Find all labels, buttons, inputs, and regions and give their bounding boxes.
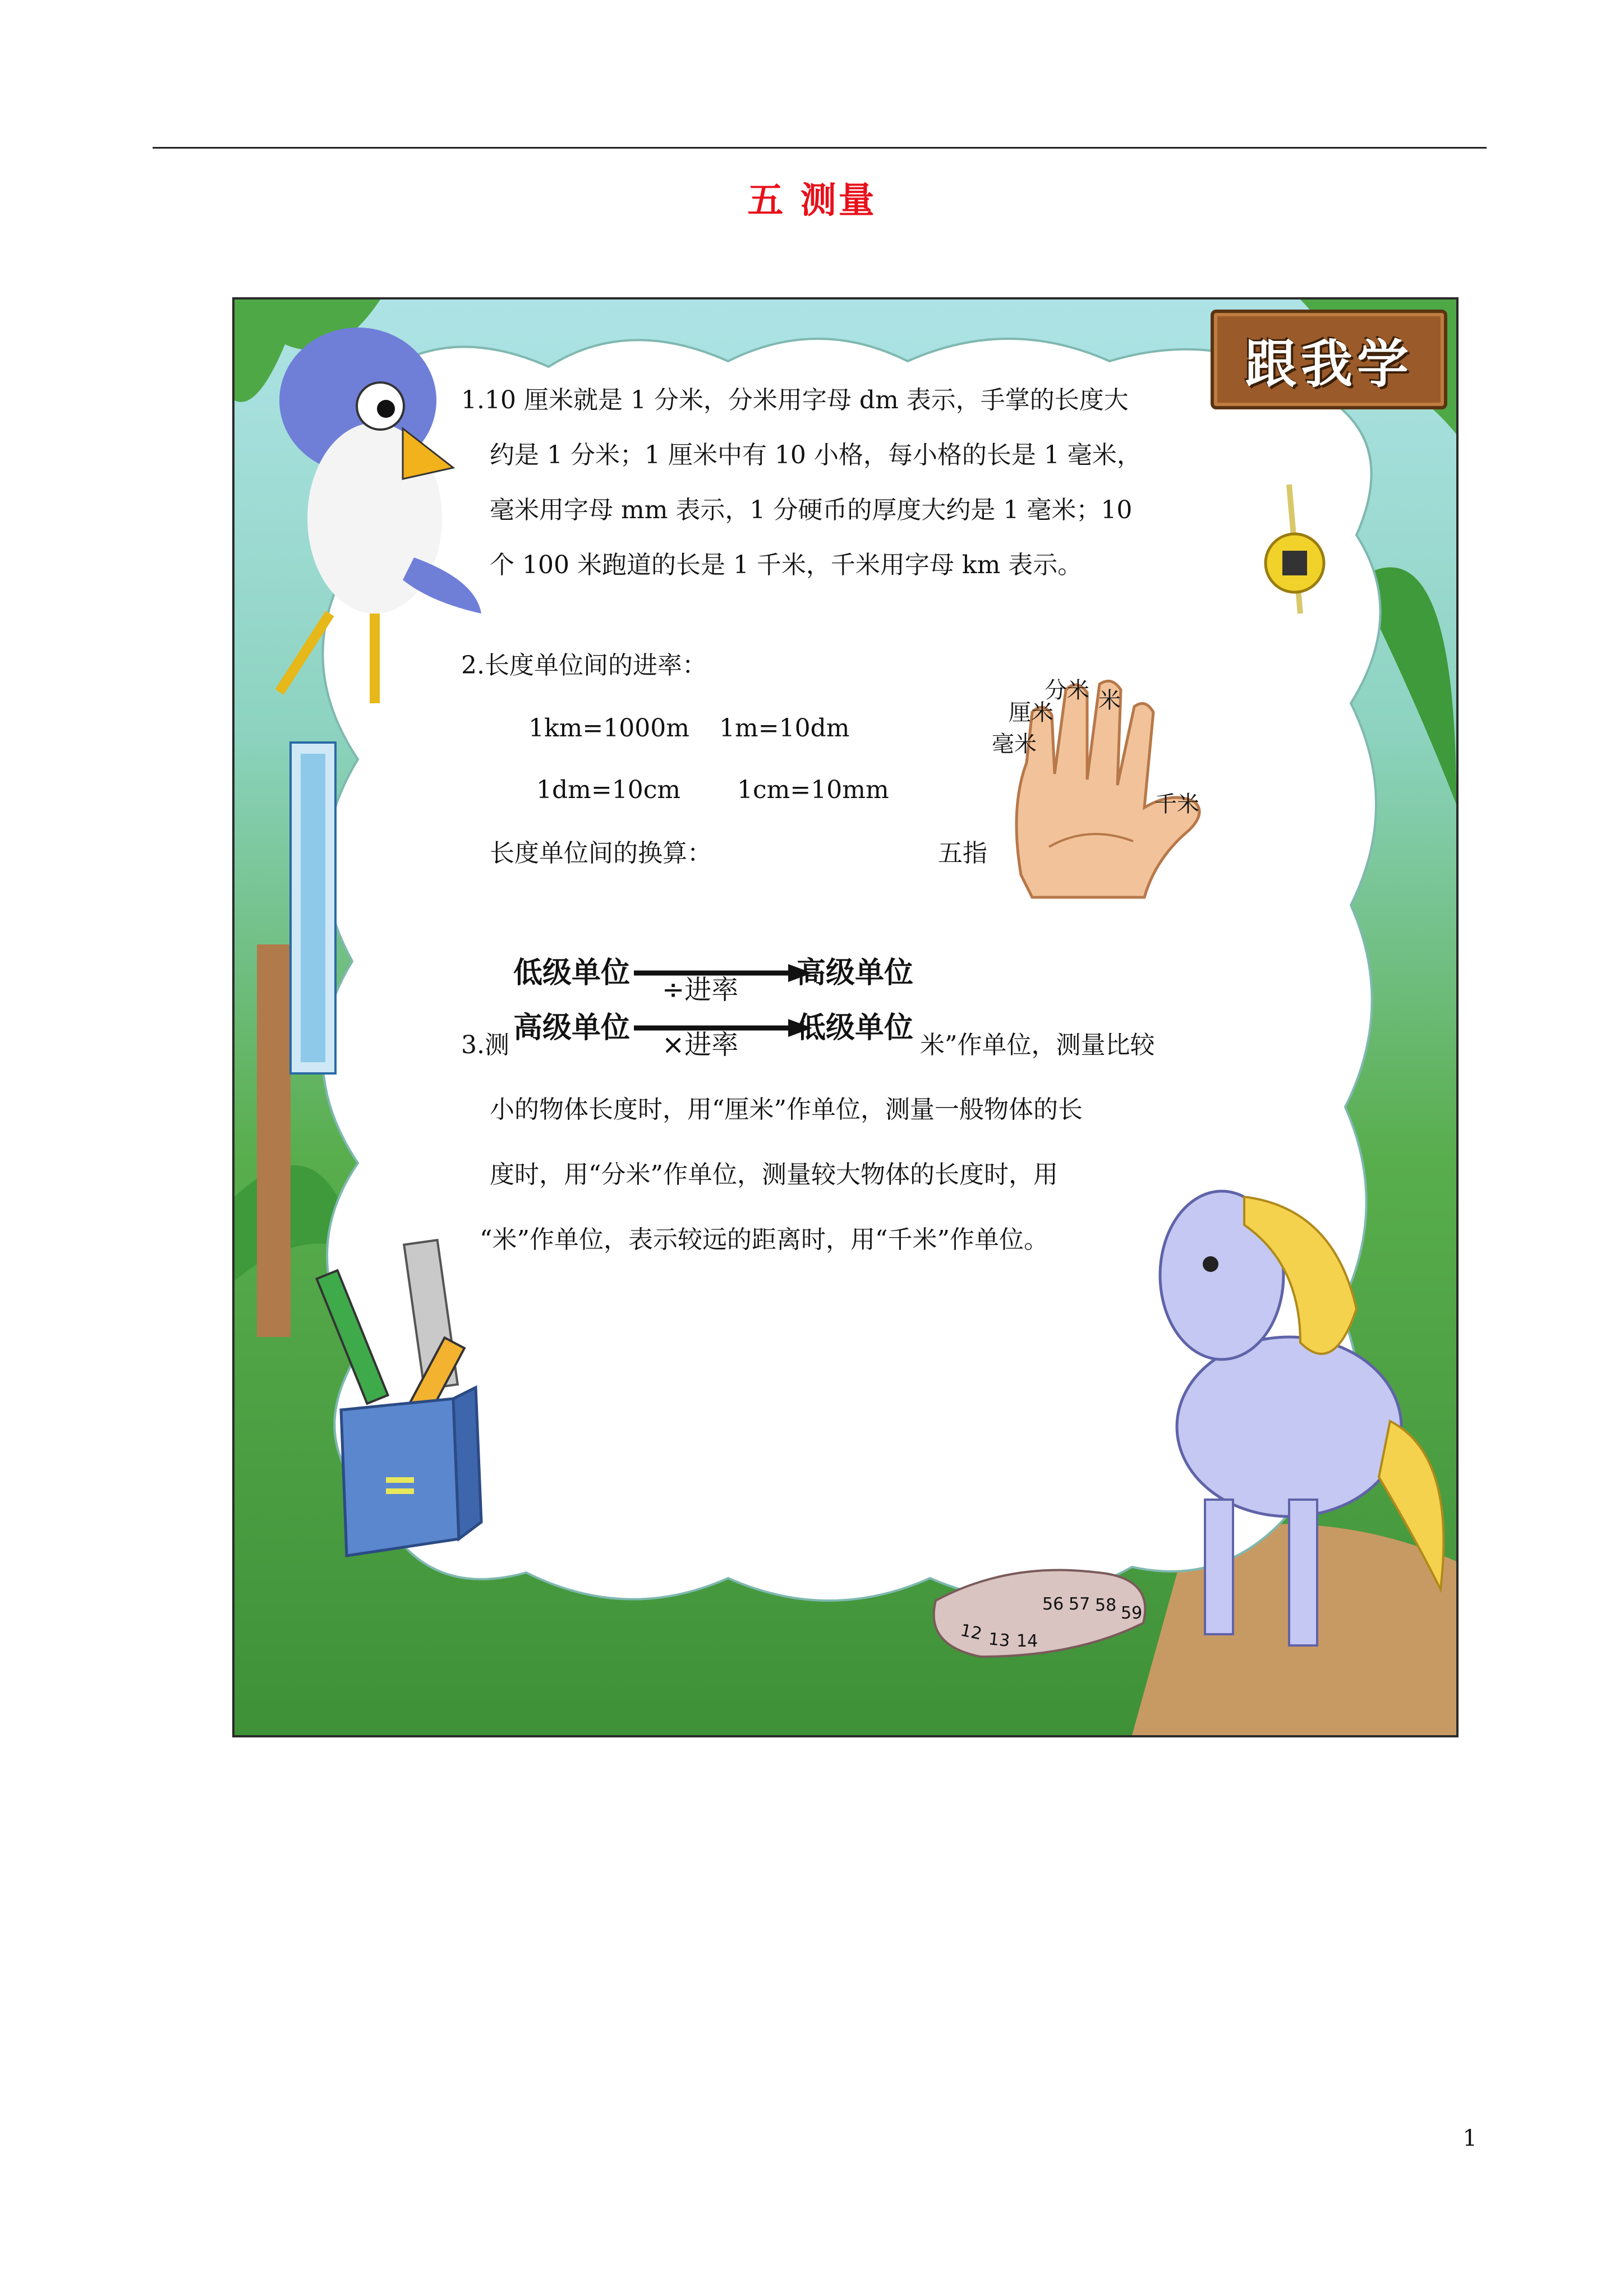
diagram-row1-op: ÷进率 [662, 974, 739, 1006]
diagram-row2-left: 高级单位 [513, 1011, 631, 1045]
tape-number-14: 14 [1016, 1631, 1038, 1651]
sign-text: 跟我学 [1244, 334, 1413, 394]
rate-cm-mm: 1cm=10mm [737, 776, 889, 804]
section2-heading: 2.长度单位间的进率： [461, 651, 707, 680]
diagram-row2-op: ×进率 [662, 1029, 739, 1061]
hand-caption: 五指 [938, 839, 987, 868]
section1-line-1: 1.10 厘米就是 1 分米，分米用字母 dm 表示，手掌的长度大 [461, 386, 1129, 414]
tape-number-58: 58 [1095, 1596, 1117, 1615]
diagram-row1-right: 高级单位 [797, 956, 914, 990]
tape-number-56: 56 [1042, 1594, 1064, 1614]
section3-line-1-start: 3.测 [461, 1031, 509, 1059]
rate-dm-cm: 1dm=10cm [536, 776, 681, 804]
diagram-row2-right: 低级单位 [797, 1011, 914, 1045]
section1-line-2: 约是 1 分米；1 厘米中有 10 小格，每小格的长是 1 毫米， [490, 441, 1142, 469]
rate-m-dm: 1m=10dm [719, 714, 850, 743]
section3-line-1-end: 米”作单位，测量比较 [920, 1031, 1155, 1059]
hand-label-decimeter: 分米 [1045, 677, 1089, 703]
rate-km-m: 1km=1000m [528, 714, 689, 743]
hand-label-kilometer: 千米 [1154, 791, 1199, 817]
section1-line-3: 毫米用字母 mm 表示，1 分硬币的厚度大约是 1 毫米；10 [490, 496, 1133, 524]
diagram-row1-left: 低级单位 [513, 956, 631, 990]
tape-number-12: 12 [958, 1620, 984, 1644]
hand-label-millimeter: 毫米 [992, 731, 1037, 757]
section3-line-3: 度时，用“分米”作单位，测量较大物体的长度时，用 [490, 1160, 1058, 1189]
section3-line-2: 小的物体长度时，用“厘米”作单位，测量一般物体的长 [490, 1095, 1083, 1124]
tape-number-59: 59 [1121, 1603, 1143, 1623]
hand-label-meter: 米 [1098, 688, 1121, 713]
conversion-heading: 长度单位间的换算： [490, 839, 712, 868]
page-title: 五 测量 [747, 180, 877, 222]
tape-number-13: 13 [987, 1629, 1011, 1651]
section1-line-4: 个 100 米跑道的长是 1 千米，千米用字母 km 表示。 [490, 551, 1083, 579]
section3-line-4: “米”作单位，表示较远的距离时，用“千米”作单位。 [480, 1225, 1048, 1254]
page-number: 1 [1462, 2126, 1477, 2151]
hand-label-centimeter: 厘米 [1009, 700, 1053, 726]
tape-number-57: 57 [1069, 1594, 1091, 1614]
